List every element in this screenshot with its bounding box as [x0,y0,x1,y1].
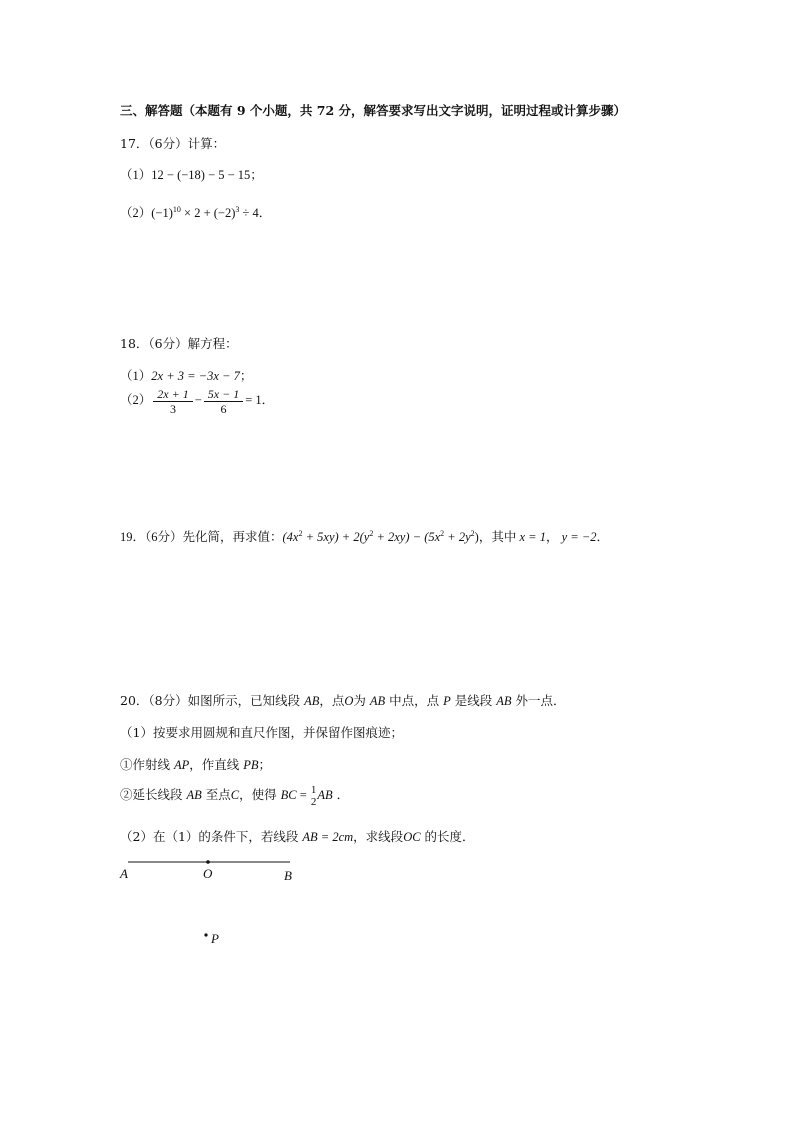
q20-step2-c: ，使得 [239,787,281,802]
q20-step2-c-pt: C [230,788,240,802]
q20-stem-a: 20．（8分）如图所示，已知线段 [120,693,305,708]
q20-part2-ab: AB = 2cm [302,830,354,844]
q19-cond-x: x = 1 [519,530,546,544]
q18-part2-label: （2） [120,393,152,407]
q20-stem-b: ，点 [319,693,345,708]
q20-step2-num: 1 [310,783,317,796]
q20-stem-e: 是线段 [450,693,497,708]
q20-step1-pb: PB [243,758,259,772]
q18-part2-minus: − [194,393,202,407]
q19-cond-end: ． [596,530,610,544]
q19-expr-c: + 2xy) − (5x [373,530,441,544]
q20-step1-c: ； [258,757,272,772]
q18-part2-num2: 5x − 1 [204,387,243,402]
q20-step1-ap: AP [173,758,190,772]
q19-expr-b: + 5xy) + 2(y [302,530,370,544]
q20-step2-end: ． [332,787,350,802]
q20-stem-o: O [344,694,354,708]
q20-part1: （1）按要求用圆规和直尺作图，并保留作图痕迹； [120,725,403,740]
q20-step1-a: ①作射线 [120,757,174,772]
q20-part2-oc: OC [403,830,421,844]
q20-part2-c: 的长度． [420,829,475,844]
label-b: B [284,868,292,883]
q19-exp-b: 2 [369,529,374,538]
label-a: A [120,866,128,881]
q20-stem-d: 中点，点 [385,693,444,708]
q20-step2-ab2: AB [317,788,333,802]
q17-part1-label: （1） [120,168,152,182]
q18-part2-den2: 6 [220,401,227,416]
q18-part2-den1: 3 [169,401,176,416]
q20-stem-f: 外一点． [511,693,566,708]
q17-part2-mid: × 2 + (−2) [180,206,236,220]
q17-part1-expr: 12 − (−18) − 5 − 15 [151,168,251,182]
q19-exp-c: 2 [440,529,445,538]
q19-expr-a: (4x [282,530,299,544]
q20-part2-b: ，求线段 [353,829,404,844]
q18-part1-label: （1） [120,369,152,383]
q20-step1-b: ，作直线 [189,757,244,772]
q17-part2-exp2: 3 [235,205,240,214]
q18-part2-rhs: = 1 [245,393,262,407]
q18-part1-end: ； [239,369,253,383]
q20-stem-c: 为 [353,693,370,708]
q19-stem: 19．（6分）先化简，再求值： [120,530,283,544]
q20-stem-ab2: AB [369,694,386,708]
q17-part2-end: ． [258,206,272,220]
q17-part1-end: ； [250,168,263,182]
q18-stem: 18．（6分）解方程： [120,336,238,351]
q20-step2-den: 2 [310,795,317,808]
point-p-dot [204,933,207,936]
q18-part2-end: ． [261,393,275,407]
q17-part2-exp1: 10 [172,205,181,214]
q19-exp-d: 2 [470,529,475,538]
q19-cond-prefix: ，其中 [478,530,520,544]
q20-step2-ab: AB [186,788,202,802]
point-o-dot [206,860,210,864]
q17-stem: 17．（6分）计算： [120,136,226,151]
q18-part1-expr: 2x + 3 = −3x − 7 [151,369,240,383]
q20-stem-ab1: AB [304,694,320,708]
q20-step2-eq: = [296,788,310,802]
q20-stem-ab3: AB [496,694,512,708]
q19-expr-d: + 2y [444,530,471,544]
label-p: P [211,931,219,946]
q19-expr-e: ) [474,530,479,544]
q20-step2-a: ②延长线段 [120,787,187,802]
q17-part2-tail: ÷ 4 [239,206,259,220]
q20-step2-bc: BC [280,788,297,802]
q19-cond-sep: ， [545,530,562,544]
q20-step2-b: 至点 [201,787,231,802]
q19-cond-y: y = −2 [561,530,597,544]
q20-stem-p: P [443,694,451,708]
q17-part2-label: （2） [120,206,152,220]
q20-part2-a: （2）在（1）的条件下，若线段 [120,829,303,844]
q17-part2-base1: (−1) [151,206,173,220]
section-heading: 三、解答题（本题有 9 个小题，共 72 分，解答要求写出文字说明，证明过程或计算步骤） [120,103,627,118]
q19-exp-a: 2 [298,529,303,538]
label-o: O [203,866,213,881]
q18-part2-num1: 2x + 1 [153,387,192,402]
